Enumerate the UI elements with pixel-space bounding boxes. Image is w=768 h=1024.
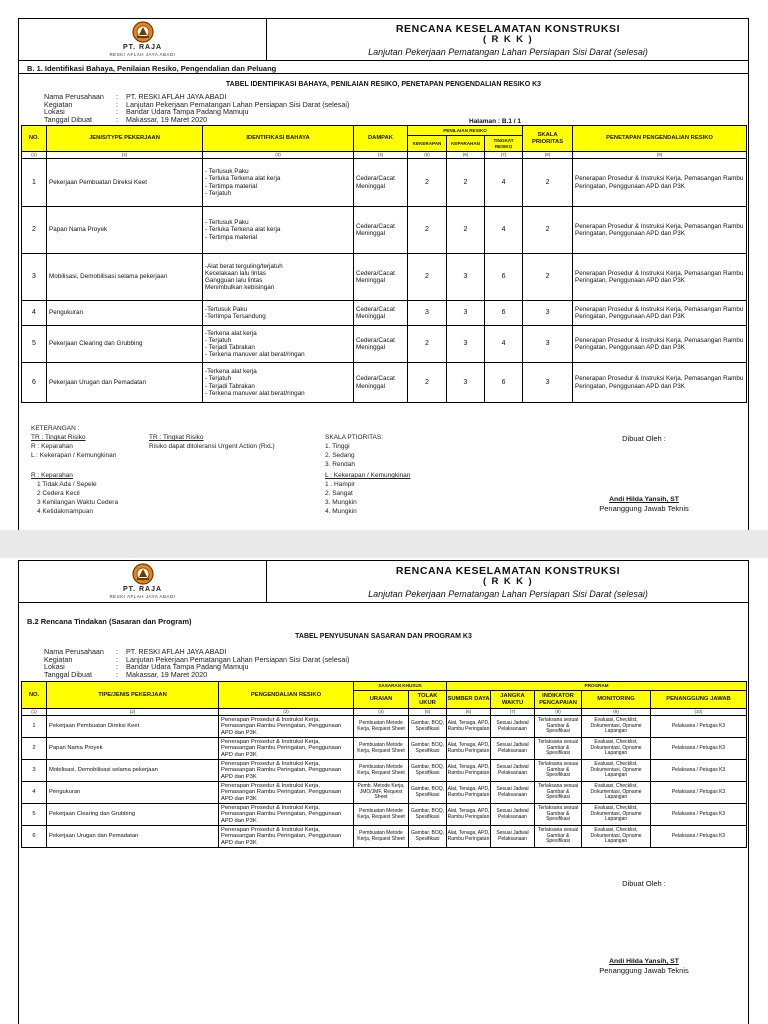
info-label: Lokasi (44, 662, 65, 672)
hazard-line: -Tertimpa Tersandung (205, 313, 266, 320)
logo-brand-subtext: RESKI AFLAH JAYA ABADI (109, 52, 176, 57)
column-index: (10) (651, 709, 747, 716)
column-index: (8) (523, 152, 573, 159)
document-page-2 (0, 558, 768, 1024)
row-no: 2 (22, 207, 47, 254)
info-value: Lanjutan Pekerjaan Pematangan Lahan Persiapan Sisi Darat (selesai) (126, 99, 350, 109)
row-uraian: Pembuatan Metode Kerja, Request Sheet (354, 716, 409, 738)
table-row (22, 782, 747, 804)
info-colon: : (116, 107, 118, 117)
hazard-line: - Terluka Terkena alat kerja (205, 175, 281, 183)
project-name: Lanjutan Pekerjaan Pematangan Lahan Persiapan Sisi Darat (selesai) (368, 47, 648, 57)
col-header-penilaian: PENILAIAN RESIKO (408, 126, 523, 136)
row-no: 6 (22, 826, 47, 848)
table-row (22, 254, 747, 301)
keterangan-title: KETERANGAN : (31, 425, 80, 432)
row-no: 2 (22, 738, 47, 760)
row-jangka: Sesuai Jadwal Pelaksanaan (491, 804, 535, 826)
row-skala: 2 (523, 159, 573, 207)
row-bahaya (203, 363, 354, 403)
row-dampak: Cedera/Cacat Meninggal (354, 159, 408, 207)
row-tingkat: 4 (485, 207, 523, 254)
keterangan-tr-2: TR : Tingkat Risiko (149, 434, 204, 441)
row-tolak: Gambar, BOQ, Spesifikasi (409, 826, 447, 848)
column-index: (1) (22, 152, 47, 159)
row-penetapan: Penerapan Prosedur & Instruksi Kerja, Pemasangan Rambu Peringatan, Penggunaan APD dan P3K (573, 326, 747, 363)
column-index-row (22, 152, 747, 159)
hazard-line: -Alat berat terguling/terjatuh (205, 262, 283, 270)
signature-dibuat: Dibuat Oleh : (622, 879, 666, 888)
row-pengendalian: Penerapan Prosedur & Instruksi Kerja, Pemasangan Rambu Peringatan, Penggunaan APD dan P3K (219, 782, 354, 804)
row-no: 3 (22, 254, 47, 301)
row-indikator: Terlaksana sesuai Gambar & Spesifikasi (535, 782, 582, 804)
row-pengendalian: Penerapan Prosedur & Instruksi Kerja, Pemasangan Rambu Peringatan, Penggunaan APD dan P3K (219, 760, 354, 782)
document-header (19, 19, 748, 61)
row-keparahan: 3 (447, 363, 485, 403)
row-no: 5 (22, 804, 47, 826)
info-colon: : (116, 92, 118, 101)
row-uraian: Pembuatan Metode Kerja, Request Sheet (354, 826, 409, 848)
hazard-line: - Terjadi Tabrakan (205, 382, 255, 390)
row-jenis: Pengukuran (47, 301, 203, 326)
column-index: (1) (22, 709, 47, 716)
info-value: Makassar, 19 Maret 2020 (126, 669, 208, 679)
logo-brand-text: PT. RAJA (122, 586, 163, 593)
row-monitoring: Evaluasi, Checklist, Dokumentasi, Opname Lapangan (582, 716, 651, 738)
table-row (22, 363, 747, 403)
hazard-line: Menimbulkan kebisingan (205, 284, 275, 292)
keterangan-rxl: Risiko dapat ditoleransi Urgent Action (RxL) (149, 443, 275, 450)
row-jenis: Pekerjaan Clearing dan Grubbing (47, 804, 219, 826)
hazard-line: - Tertimpa material (205, 182, 258, 190)
page-frame (18, 560, 749, 1024)
row-tolak: Gambar, BOQ, Spesifikasi (409, 738, 447, 760)
column-index: (2) (47, 709, 219, 716)
info-label: Tanggal Dibuat (44, 669, 92, 679)
row-bahaya (203, 301, 354, 326)
skala-item: 2. Sedang (325, 452, 355, 459)
hazard-line: - Tertimpa material (205, 233, 258, 241)
row-dampak: Cedera/Cacat Meninggal (354, 254, 408, 301)
info-label: Kegiatan (44, 654, 73, 664)
column-index: (4) (354, 152, 408, 159)
info-label: Tanggal Dibuat (44, 114, 92, 124)
row-indikator: Terlaksana sesuai Gambar & Spesifikasi (535, 716, 582, 738)
hazard-line: Gangguan lalu lintas (205, 277, 263, 284)
table-row (22, 301, 747, 326)
program-table-body (22, 716, 747, 848)
logo-brand-text: PT. RAJA (122, 44, 163, 51)
signatory-role: Penanggung Jawab Teknis (599, 504, 689, 513)
row-tingkat: 4 (485, 159, 523, 207)
row-sumber: Alat, Tenaga, APD, Rambu Peringatan (447, 826, 491, 848)
row-sumber: Alat, Tenaga, APD, Rambu Peringatan (447, 716, 491, 738)
page-gap (0, 530, 768, 558)
row-tingkat: 4 (485, 326, 523, 363)
info-label: Kegiatan (44, 99, 73, 109)
skala-item: 3. Rendah (325, 461, 355, 468)
row-dampak: Cedera/Cacat Meninggal (354, 326, 408, 363)
l-item: 2. Sangat (325, 490, 353, 497)
table-row (22, 159, 747, 207)
document-header (19, 561, 748, 603)
column-index: (8) (535, 709, 582, 716)
keterangan-r-item: 1 Tidak Ada / Sepele (37, 481, 97, 488)
column-index: (7) (485, 152, 523, 159)
document-title: RENCANA KESELAMATAN KONSTRUKSI (395, 565, 621, 577)
title-cell (268, 561, 748, 603)
row-pj: Pelaksana / Petugas K3 (651, 782, 747, 804)
row-jenis: Mobilisasi, Demobilisasi selama pekerjaan (47, 760, 219, 782)
row-bahaya (203, 254, 354, 301)
row-jenis: Pekerjaan Pembuatan Direksi Keet (47, 159, 203, 207)
row-skala: 3 (523, 301, 573, 326)
info-label: Nama Perusahaan (44, 647, 104, 656)
row-penetapan: Penerapan Prosedur & Instruksi Kerja, Pemasangan Rambu Peringatan, Penggunaan APD dan P3K (573, 254, 747, 301)
table-title: TABEL PENYUSUNAN SASARAN DAN PROGRAM K3 (295, 633, 472, 640)
row-pj: Pelaksana / Petugas K3 (651, 804, 747, 826)
logo-cell (19, 561, 267, 603)
row-jenis: Pengukuran (47, 782, 219, 804)
table-title: TABEL IDENTIFIKASI BAHAYA, PENILAIAN RESIKO, PENETAPAN PENGENDALIAN RESIKO K3 (225, 81, 542, 88)
row-bahaya (203, 207, 354, 254)
col-header-penetapan: PENETAPAN PENGENDALIAN RESIKO (573, 126, 747, 152)
row-pengendalian: Penerapan Prosedur & Instruksi Kerja, Pemasangan Rambu Peringatan, Penggunaan APD dan P3K (219, 804, 354, 826)
page-frame (18, 18, 749, 530)
row-monitoring: Evaluasi, Checklist, Dokumentasi, Opname Lapangan (582, 738, 651, 760)
program-table (21, 681, 747, 848)
document-abbr: ( R K K ) (482, 576, 534, 587)
row-jangka: Sesuai Jadwal Pelaksanaan (491, 738, 535, 760)
row-jangka: Sesuai Jadwal Pelaksanaan (491, 716, 535, 738)
logo-cell (19, 19, 267, 61)
row-pengendalian: Penerapan Prosedur & Instruksi Kerja, Pemasangan Rambu Peringatan, Penggunaan APD dan P3K (219, 826, 354, 848)
column-index: (9) (573, 152, 747, 159)
col-header-keparahan: KEPARAHAN (447, 136, 485, 152)
row-tingkat: 6 (485, 363, 523, 403)
col-header-penanggung: PENANGGUNG JAWAB (651, 691, 747, 709)
table-row (22, 760, 747, 782)
column-index: (5) (409, 709, 447, 716)
row-kekerapan: 2 (408, 207, 447, 254)
column-index: (6) (447, 709, 491, 716)
row-dampak: Cedera/Cacat Meninggal (354, 207, 408, 254)
hazard-line: -Tertusuk Paku (205, 305, 247, 313)
page-number: Halaman : B.1 / 1 (469, 118, 522, 125)
company-logo-icon (131, 21, 155, 43)
row-jenis: Pekerjaan Urugan dan Pemadatan (47, 826, 219, 848)
section-heading: B.2 Rencana Tindakan (Sasaran dan Program) (27, 617, 192, 626)
row-monitoring: Evaluasi, Checklist, Dokumentasi, Opname Lapangan (582, 826, 651, 848)
row-keparahan: 3 (447, 254, 485, 301)
signature-block (574, 495, 714, 513)
col-header-tolak: TOLAK UKUR (409, 691, 447, 709)
row-kekerapan: 2 (408, 326, 447, 363)
hazard-line: - Terkena manuver alat berat/ringan (205, 389, 305, 397)
hazard-line: Kecelakaan lalu lintas (205, 269, 266, 277)
row-pengendalian: Penerapan Prosedur & Instruksi Kerja, Pemasangan Rambu Peringatan, Penggunaan APD dan P3K (219, 738, 354, 760)
row-uraian: Pemb. Metode Kerja, JMO/JMF, Request Sheet (354, 782, 409, 804)
row-tolak: Gambar, BOQ, Spesifikasi (409, 804, 447, 826)
document-title: RENCANA KESELAMATAN KONSTRUKSI (395, 23, 621, 35)
row-penetapan: Penerapan Prosedur & Instruksi Kerja, Pemasangan Rambu Peringatan, Penggunaan APD dan P3K (573, 363, 747, 403)
keterangan-r: R : Keparahan (31, 443, 73, 450)
row-no: 1 (22, 716, 47, 738)
row-keparahan: 2 (447, 159, 485, 207)
col-header-kekerapan: KEKERAPAN (408, 136, 447, 152)
col-header-sasaran: SASARAN KHUSUS (354, 682, 447, 691)
row-jangka: Sesuai Jadwal Pelaksanaan (491, 826, 535, 848)
company-info (44, 93, 349, 123)
row-skala: 2 (523, 207, 573, 254)
col-header-jenis: TIPE/JENIS PEKERJAAN (47, 682, 219, 709)
col-header-sumber: SUMBER DAYA (447, 691, 491, 709)
row-tingkat: 6 (485, 254, 523, 301)
row-kekerapan: 3 (408, 301, 447, 326)
row-indikator: Terlaksana sesuai Gambar & Spesifikasi (535, 826, 582, 848)
col-header-jenis: JENIS/TYPE PEKERJAAN (47, 126, 203, 152)
row-jangka: Sesuai Jadwal Pelaksanaan (491, 782, 535, 804)
row-kekerapan: 2 (408, 363, 447, 403)
row-monitoring: Evaluasi, Checklist, Dokumentasi, Opname Lapangan (582, 760, 651, 782)
row-monitoring: Evaluasi, Checklist, Dokumentasi, Opname Lapangan (582, 804, 651, 826)
l-item: 4. Mungkin (325, 508, 357, 515)
keterangan-l: L : Kekerapan / Kemungkinan (31, 452, 117, 459)
col-header-skala: SKALA PRIORITAS (523, 126, 573, 152)
skala-title: SKALA PTIORITAS: (325, 434, 384, 441)
column-index: (6) (447, 152, 485, 159)
table-row (22, 738, 747, 760)
section-heading: B. 1. Identifikasi Bahaya, Penilaian Resiko, Pengendalian dan Peluang (27, 64, 277, 73)
row-monitoring: Evaluasi, Checklist, Dokumentasi, Opname Lapangan (582, 782, 651, 804)
company-logo-icon (131, 563, 155, 585)
row-skala: 2 (523, 254, 573, 301)
row-kekerapan: 2 (408, 159, 447, 207)
row-indikator: Terlaksana sesuai Gambar & Spesifikasi (535, 738, 582, 760)
row-bahaya (203, 326, 354, 363)
document-abbr: ( R K K ) (482, 34, 534, 45)
info-value: PT. RESKI AFLAH JAYA ABADI (126, 92, 227, 101)
hazard-line: - Terjatuh (205, 336, 232, 344)
info-colon: : (116, 654, 118, 664)
row-pj: Pelaksana / Petugas K3 (651, 826, 747, 848)
row-indikator: Terlaksana sesuai Gambar & Spesifikasi (535, 760, 582, 782)
col-header-jangka: JANGKA WAKTU (491, 691, 535, 709)
row-bahaya (203, 159, 354, 207)
row-jenis: Pekerjaan Pembuatan Direksi Keet (47, 716, 219, 738)
col-header-monitoring: MONITORING (582, 691, 651, 709)
column-index: (5) (408, 152, 447, 159)
col-header-tingkat: TINGKAT RESIKO (485, 136, 523, 152)
table-row (22, 207, 747, 254)
row-jenis: Pekerjaan Urugan dan Pemadatan (47, 363, 203, 403)
table-row (22, 804, 747, 826)
hazard-table-body (22, 159, 747, 403)
l-item: 3. Mungkin (325, 499, 357, 506)
signatory-name: Andi Hilda Yansih, ST (609, 496, 679, 503)
column-index: (9) (582, 709, 651, 716)
row-uraian: Pembuatan Metode Kerja, Request Sheet (354, 738, 409, 760)
row-sumber: Alat, Tenaga, APD, Rambu Peringatan (447, 760, 491, 782)
table-row (22, 716, 747, 738)
row-pengendalian: Penerapan Prosedur & Instruksi Kerja, Pemasangan Rambu Peringatan, Penggunaan APD dan P3K (219, 716, 354, 738)
info-value: Bandar Udara Tampa Padang Mamuju (126, 107, 249, 117)
row-penetapan: Penerapan Prosedur & Instruksi Kerja, Pemasangan Rambu Peringatan, Penggunaan APD dan P3K (573, 159, 747, 207)
row-tolak: Gambar, BOQ, Spesifikasi (409, 782, 447, 804)
column-index: (4) (354, 709, 409, 716)
col-header-dampak: DAMPAK (354, 126, 408, 152)
row-no: 4 (22, 301, 47, 326)
col-header-program: PROGRAM (447, 682, 747, 691)
col-header-identifikasi: IDENTIFIKASI BAHAYA (203, 126, 354, 152)
hazard-line: - Tertusuk Paku (205, 219, 249, 227)
column-index: (3) (203, 152, 354, 159)
col-header-indikator: INDIKATOR PENCAPAIAN (535, 691, 582, 709)
hazard-line: - Terkena manuver alat berat/ringan (205, 351, 305, 359)
signatory-name: Andi Hilda Yansih, ST (609, 958, 679, 965)
row-penetapan: Penerapan Prosedur & Instruksi Kerja, Pemasangan Rambu Peringatan, Penggunaan APD dan P3K (573, 207, 747, 254)
section-divider (19, 73, 748, 74)
title-cell (268, 19, 748, 61)
info-value: Lanjutan Pekerjaan Pematangan Lahan Persiapan Sisi Darat (selesai) (126, 654, 350, 664)
col-header-no: NO. (22, 682, 47, 709)
signature-block (574, 957, 714, 975)
col-header-no: NO. (22, 126, 47, 152)
hazard-line: - Terluka Terkena alat kerja (205, 226, 281, 234)
keterangan-r-item: 3 Kehilangan Waktu Cedera (37, 499, 119, 506)
project-name: Lanjutan Pekerjaan Pematangan Lahan Persiapan Sisi Darat (selesai) (368, 589, 648, 599)
column-index: (7) (491, 709, 535, 716)
column-index-row (22, 709, 747, 716)
row-jangka: Sesuai Jadwal Pelaksanaan (491, 760, 535, 782)
row-indikator: Terlaksana sesuai Gambar & Spesifikasi (535, 804, 582, 826)
hazard-line: -Terkena alat kerja (205, 368, 257, 376)
col-header-pengendalian: PENGENDALIAN RESIKO (219, 682, 354, 709)
info-colon: : (116, 99, 118, 109)
row-sumber: Alat, Tenaga, APD, Rambu Peringatan (447, 738, 491, 760)
row-pj: Pelaksana / Petugas K3 (651, 760, 747, 782)
info-value: Makassar, 19 Maret 2020 (126, 114, 208, 124)
column-index: (2) (47, 152, 203, 159)
row-skala: 3 (523, 326, 573, 363)
hazard-table (21, 125, 747, 403)
keterangan-r-title: R : Keparahan (31, 472, 73, 479)
info-colon: : (116, 669, 118, 679)
row-dampak: Cedera/Cacat Meninggal (354, 363, 408, 403)
row-jenis: Papan Nama Proyek (47, 207, 203, 254)
row-pj: Pelaksana / Petugas K3 (651, 716, 747, 738)
hazard-line: - Terjatuh (205, 189, 232, 197)
row-tolak: Gambar, BOQ, Spesifikasi (409, 760, 447, 782)
row-skala: 3 (523, 363, 573, 403)
col-header-uraian: URAIAN (354, 691, 409, 709)
row-no: 4 (22, 782, 47, 804)
keterangan-tr: TR : Tingkat Risiko (31, 434, 86, 441)
signatory-role: Penanggung Jawab Teknis (599, 966, 689, 975)
info-value: PT. RESKI AFLAH JAYA ABADI (126, 647, 227, 656)
info-colon: : (116, 114, 118, 124)
row-keparahan: 2 (447, 207, 485, 254)
row-no: 6 (22, 363, 47, 403)
l-item: 1 . Hampir (325, 481, 355, 488)
row-keparahan: 3 (447, 301, 485, 326)
row-jenis: Mobilisasi, Demobilisasi selama pekerjaan (47, 254, 203, 301)
l-title: L : Kekerapan / Kemungkinan (325, 472, 411, 479)
row-no: 3 (22, 760, 47, 782)
keterangan-r-item: 2 Cedera Kecil (37, 490, 80, 497)
row-dampak: Cedera/Cacat Meninggal (354, 301, 408, 326)
row-tingkat: 6 (485, 301, 523, 326)
row-sumber: Alat, Tenaga, APD, Rambu Peringatan (447, 804, 491, 826)
info-label: Nama Perusahaan (44, 92, 104, 101)
info-value: Bandar Udara Tampa Padang Mamuju (126, 662, 249, 672)
row-jenis: Pekerjaan Clearing dan Grubbing (47, 326, 203, 363)
company-info (44, 648, 349, 678)
row-no: 1 (22, 159, 47, 207)
row-tolak: Gambar, BOQ, Spesifikasi (409, 716, 447, 738)
info-label: Lokasi (44, 107, 65, 117)
row-no: 5 (22, 326, 47, 363)
row-jenis: Papan Nama Proyek (47, 738, 219, 760)
row-penetapan: Penerapan Prosedur & Instruksi Kerja, Pemasangan Rambu Peringatan, Penggunaan APD dan P3K (573, 301, 747, 326)
row-pj: Pelaksana / Petugas K3 (651, 738, 747, 760)
hazard-line: - Terjadi Tabrakan (205, 344, 255, 351)
signature-dibuat: Dibuat Oleh : (622, 434, 666, 443)
column-index: (3) (219, 709, 354, 716)
table-row (22, 326, 747, 363)
row-sumber: Alat, Tenaga, APD, Rambu Peringatan (447, 782, 491, 804)
row-keparahan: 3 (447, 326, 485, 363)
row-kekerapan: 2 (408, 254, 447, 301)
row-uraian: Pembuatan Metode Kerja, Request Sheet (354, 760, 409, 782)
hazard-line: - Terjatuh (205, 375, 232, 383)
logo-brand-subtext: RESKI AFLAH JAYA ABADI (109, 594, 176, 599)
skala-item: 1. Tinggi (325, 443, 350, 450)
hazard-line: - Tertusuk Paku (205, 168, 249, 176)
keterangan-r-item: 4 Ketidakmampuan (37, 508, 94, 515)
hazard-line: -Terkena alat kerja (205, 329, 257, 337)
row-uraian: Pembuatan Metode Kerja, Request Sheet (354, 804, 409, 826)
table-row (22, 826, 747, 848)
info-colon: : (116, 662, 118, 672)
info-colon: : (116, 647, 118, 656)
